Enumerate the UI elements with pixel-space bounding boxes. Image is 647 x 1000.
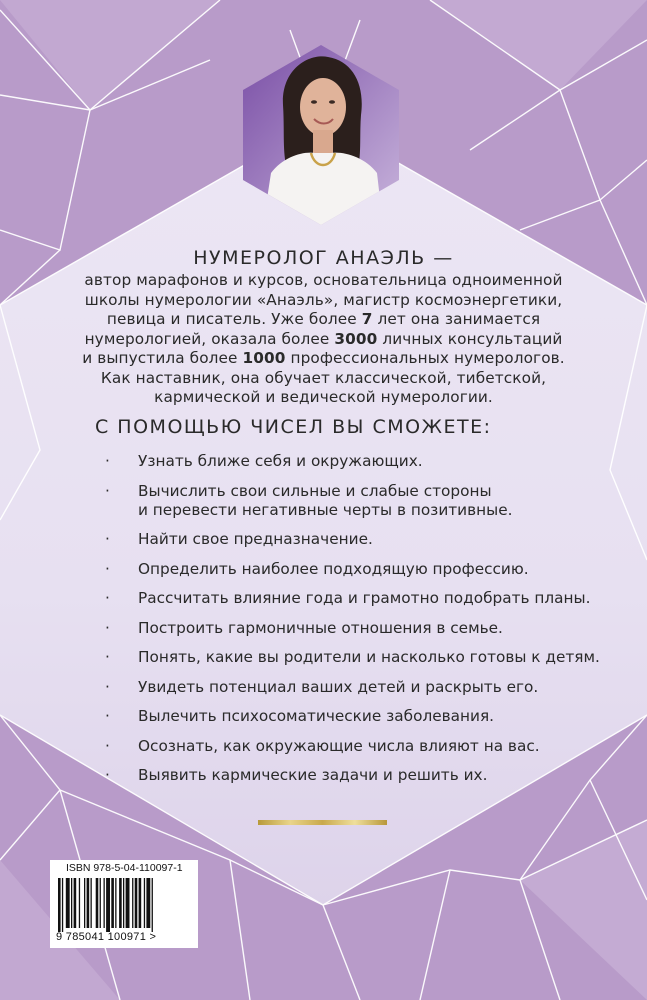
barcode-bar [74,878,77,928]
consultations-number: 3000 [334,329,378,348]
students-number: 1000 [242,349,286,367]
list-item: · Определить наиболее подходящую профессию. [105,559,529,578]
bio-line: кармической и ведической нумерологии. [154,388,493,406]
barcode-bar [146,878,150,928]
list-item: · Узнать ближе себя и окружающих. [105,452,423,470]
author-name-heading: НУМЕРОЛОГ АНАЭЛЬ — [193,247,454,269]
bio-line: автор марафонов и курсов, основательница одноименной [84,271,563,289]
barcode-bar [132,878,133,928]
bullet-icon: · [105,481,110,500]
bio-line: школы нумерологии «Анаэль», магистр космоэнергетики, [84,290,563,309]
bio-line: певица и писатель. Уже более 7 лет она занимается [106,310,541,328]
bio-line: Как наставник, она обучает классической, тибетской, [100,368,547,387]
barcode-bar [139,878,142,928]
barcode-bar [126,878,130,928]
barcode-bar [66,878,70,928]
barcode-bar [135,878,138,928]
benefits-heading: С ПОМОЩЬЮ ЧИСЕЛ ВЫ СМОЖЕТЕ: [95,416,492,438]
list-item: · Построить гармоничные отношения в семье. [105,618,503,637]
list-item: · Увидеть потенциал ваших детей и раскрыть его. [105,677,539,696]
bio-line: нумерологией, оказала более 3000 личных консультаций [84,329,563,348]
barcode-bar [111,878,114,928]
isbn-label: ISBN 978-5-04-110097-1 [66,862,183,874]
bio-line: и выпустила более 1000 профессиональных нумерологов. [82,349,565,367]
bullet-icon: · [105,648,110,666]
barcode-bar [79,878,80,928]
barcode-bar [62,878,63,932]
gold-divider [258,820,387,825]
barcode-bar [144,878,145,928]
list-item: · Рассчитать влияние года и грамотно подобрать планы. [105,589,591,607]
list-item: · Выявить кармические задачи и решить их. [105,766,488,784]
years-number: 7 [361,310,373,328]
barcode-bar [84,878,85,928]
barcode-bar [104,878,105,928]
barcode-bar [100,878,101,928]
barcode-icon [58,878,190,932]
benefits-list [105,452,605,796]
barcode-bar [91,878,92,928]
isbn-barcode [50,860,198,948]
bullet-icon: · [105,530,110,548]
author-bio [60,246,587,408]
barcode-bar [58,878,61,932]
barcode-bar [152,878,153,932]
barcode-bar [106,878,110,932]
bullet-icon: · [105,559,110,578]
list-item: · Вылечить психосоматические заболевания. [105,707,495,725]
bullet-icon: · [105,736,110,755]
barcode-bar [123,878,124,928]
bullet-icon: · [105,707,110,725]
bullet-icon: · [105,766,110,784]
bullet-icon: · [105,677,110,696]
list-item: · Понять, какие вы родители и насколько готовы к детям. [105,648,600,666]
barcode-bar [87,878,90,928]
barcode-digits: 9 785041 100971 > [56,931,157,943]
barcode-bar [115,878,116,928]
bullet-icon: · [105,589,110,607]
barcode-bar [96,878,99,928]
list-item: · Вычислить свои сильные и слабые стороны и перевести негативные черты в позитивные. [105,481,513,519]
bullet-icon: · [105,452,110,470]
barcode-bar [119,878,122,928]
list-item: · Найти свое предназначение. [105,530,373,548]
author-photo [243,45,399,225]
list-item: · Осознать, как окружающие числа влияют на вас. [105,736,540,755]
barcode-bar [71,878,72,928]
bullet-icon: · [105,618,110,637]
